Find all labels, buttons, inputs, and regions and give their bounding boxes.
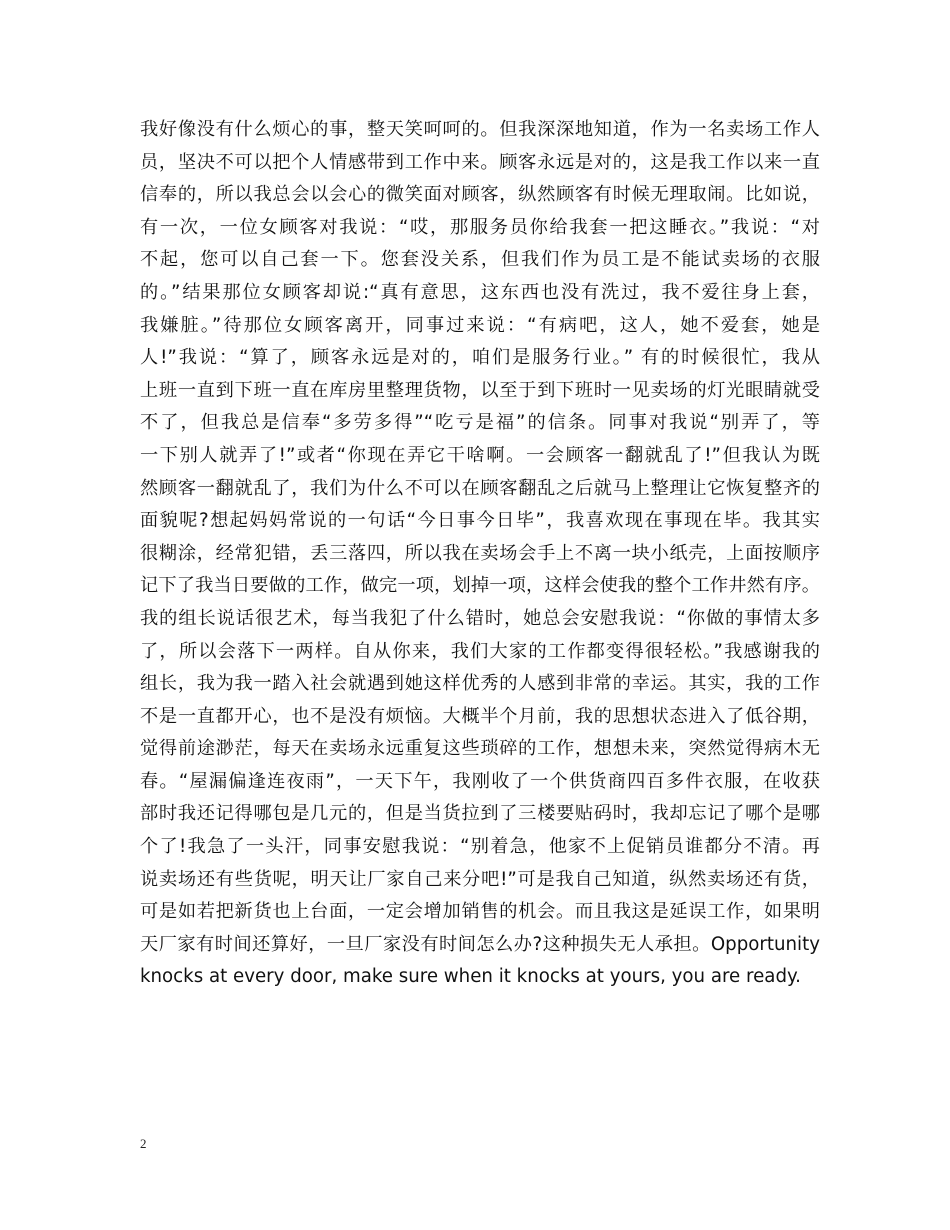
text-line: 个了!我急了一头汗，同事安慰我说：“别着急，他家不上促销员谁都分不清。再 (140, 836, 820, 858)
text-line: 天厂家有时间还算好，一旦厂家没有时间怎么办?这种损失无人承担。Opportunity (140, 933, 820, 955)
text-line: 不起，您可以自己套一下。您套没关系，但我们作为员工是不能试卖场的衣服 (140, 249, 820, 271)
text-line: 记下了我当日要做的工作，做完一项，划掉一项，这样会使我的整个工作井然有序。 (140, 575, 820, 597)
text-line: 一下别人就弄了!”或者“你现在弄它干啥啊。一会顾客一翻就乱了!”但我认为既 (140, 444, 820, 466)
text-line: 然顾客一翻就乱了，我们为什么不可以在顾客翻乱之后就马上整理让它恢复整齐的 (140, 477, 820, 499)
text-line: 组长，我为我一踏入社会就遇到她这样优秀的人感到非常的幸运。其实，我的工作 (140, 673, 820, 695)
text-line: knocks at every door, make sure when it knocks at yours, you are ready. (140, 966, 801, 988)
text-line: 觉得前途渺茫，每天在卖场永远重复这些琐碎的工作，想想未来，突然觉得病木无 (140, 738, 820, 760)
text-line: 不了，但我总是信奉“多劳多得”“吃亏是福”的信条。同事对我说“别弄了，等 (140, 412, 820, 434)
text-line: 员，坚决不可以把个人情感带到工作中来。顾客永远是对的，这是我工作以来一直 (140, 151, 820, 173)
text-line: 人!”我说：“算了，顾客永远是对的，咱们是服务行业。” 有的时候很忙，我从 (140, 347, 820, 369)
text-line: 有一次，一位女顾客对我说：“哎，那服务员你给我套一把这睡衣。”我说：“对 (140, 216, 820, 238)
text-line: 我好像没有什么烦心的事，整天笑呵呵的。但我深深地知道，作为一名卖场工作人 (140, 119, 820, 140)
text-line: 可是如若把新货也上台面，一定会增加销售的机会。而且我这是延误工作，如果明 (140, 901, 820, 923)
body-text (140, 114, 820, 994)
page-number: 2 (140, 1136, 147, 1151)
text-line: 我嫌脏。”待那位女顾客离开，同事过来说：“有病吧，这人，她不爱套，她是 (140, 314, 820, 336)
text-line: 面貌呢?想起妈妈常说的一句话“今日事今日毕”，我喜欢现在事现在毕。我其实 (140, 510, 820, 532)
text-line: 说卖场还有些货呢，明天让厂家自己来分吧!”可是我自己知道，纵然卖场还有货， (140, 868, 820, 890)
text-line: 的。”结果那位女顾客却说:“真有意思，这东西也没有洗过，我不爱往身上套， (140, 281, 820, 303)
text-line: 部时我还记得哪包是几元的，但是当货拉到了三楼要贴码时，我却忘记了哪个是哪 (140, 803, 820, 825)
text-line: 信奉的，所以我总会以会心的微笑面对顾客，纵然顾客有时候无理取闹。比如说， (140, 184, 820, 206)
text-line: 不是一直都开心，也不是没有烦恼。大概半个月前，我的思想状态进入了低谷期， (140, 705, 820, 727)
text-line: 了，所以会落下一两样。自从你来，我们大家的工作都变得很轻松。”我感谢我的 (140, 640, 820, 662)
text-line: 春。“屋漏偏逢连夜雨”，一天下午，我刚收了一个供货商四百多件衣服，在收获 (140, 770, 820, 792)
text-line: 上班一直到下班一直在库房里整理货物，以至于到下班时一见卖场的灯光眼睛就受 (140, 379, 820, 401)
text-line: 我的组长说话很艺术，每当我犯了什么错时，她总会安慰我说：“你做的事情太多 (140, 607, 820, 629)
text-line: 很糊涂，经常犯错，丢三落四，所以我在卖场会手上不离一块小纸壳，上面按顺序 (140, 542, 820, 564)
